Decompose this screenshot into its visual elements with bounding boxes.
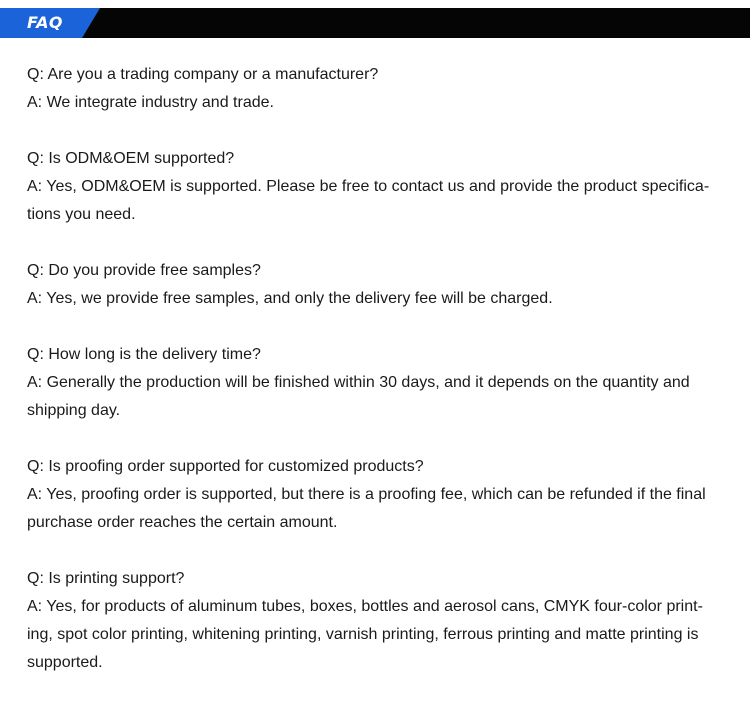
faq-question: Q: Are you a trading company or a manufacturer?	[27, 66, 379, 83]
faq-header-bar	[0, 8, 750, 38]
faq-item	[27, 565, 727, 677]
faq-question: Q: Is proofing order supported for customized products?	[27, 458, 424, 475]
faq-list	[27, 61, 727, 705]
faq-item	[27, 257, 727, 313]
faq-answer: A: Yes, ODM&OEM is supported. Please be free to contact us and provide the product specifica-tions you need.	[27, 178, 710, 223]
faq-answer: A: Generally the production will be finished within 30 days, and it depends on the quantity and shipping day.	[27, 374, 690, 419]
faq-item	[27, 145, 727, 229]
faq-answer: A: We integrate industry and trade.	[27, 94, 274, 111]
faq-question: Q: Is printing support?	[27, 570, 185, 587]
faq-answer: A: Yes, we provide free samples, and only the delivery fee will be charged.	[27, 290, 553, 307]
faq-item	[27, 453, 727, 537]
faq-question: Q: How long is the delivery time?	[27, 346, 261, 363]
faq-answer: A: Yes, for products of aluminum tubes, boxes, bottles and aerosol cans, CMYK four-color print-ing, spot color printing, whitening printing, varnish printing, ferrous printing and matte printing is supported.	[27, 598, 703, 671]
faq-item	[27, 341, 727, 425]
faq-item	[27, 61, 727, 117]
faq-question: Q: Do you provide free samples?	[27, 262, 261, 279]
faq-question: Q: Is ODM&OEM supported?	[27, 150, 235, 167]
faq-answer: A: Yes, proofing order is supported, but there is a proofing fee, which can be refunded if the final purchase order reaches the certain amount.	[27, 486, 706, 531]
faq-title: FAQ	[27, 13, 63, 32]
